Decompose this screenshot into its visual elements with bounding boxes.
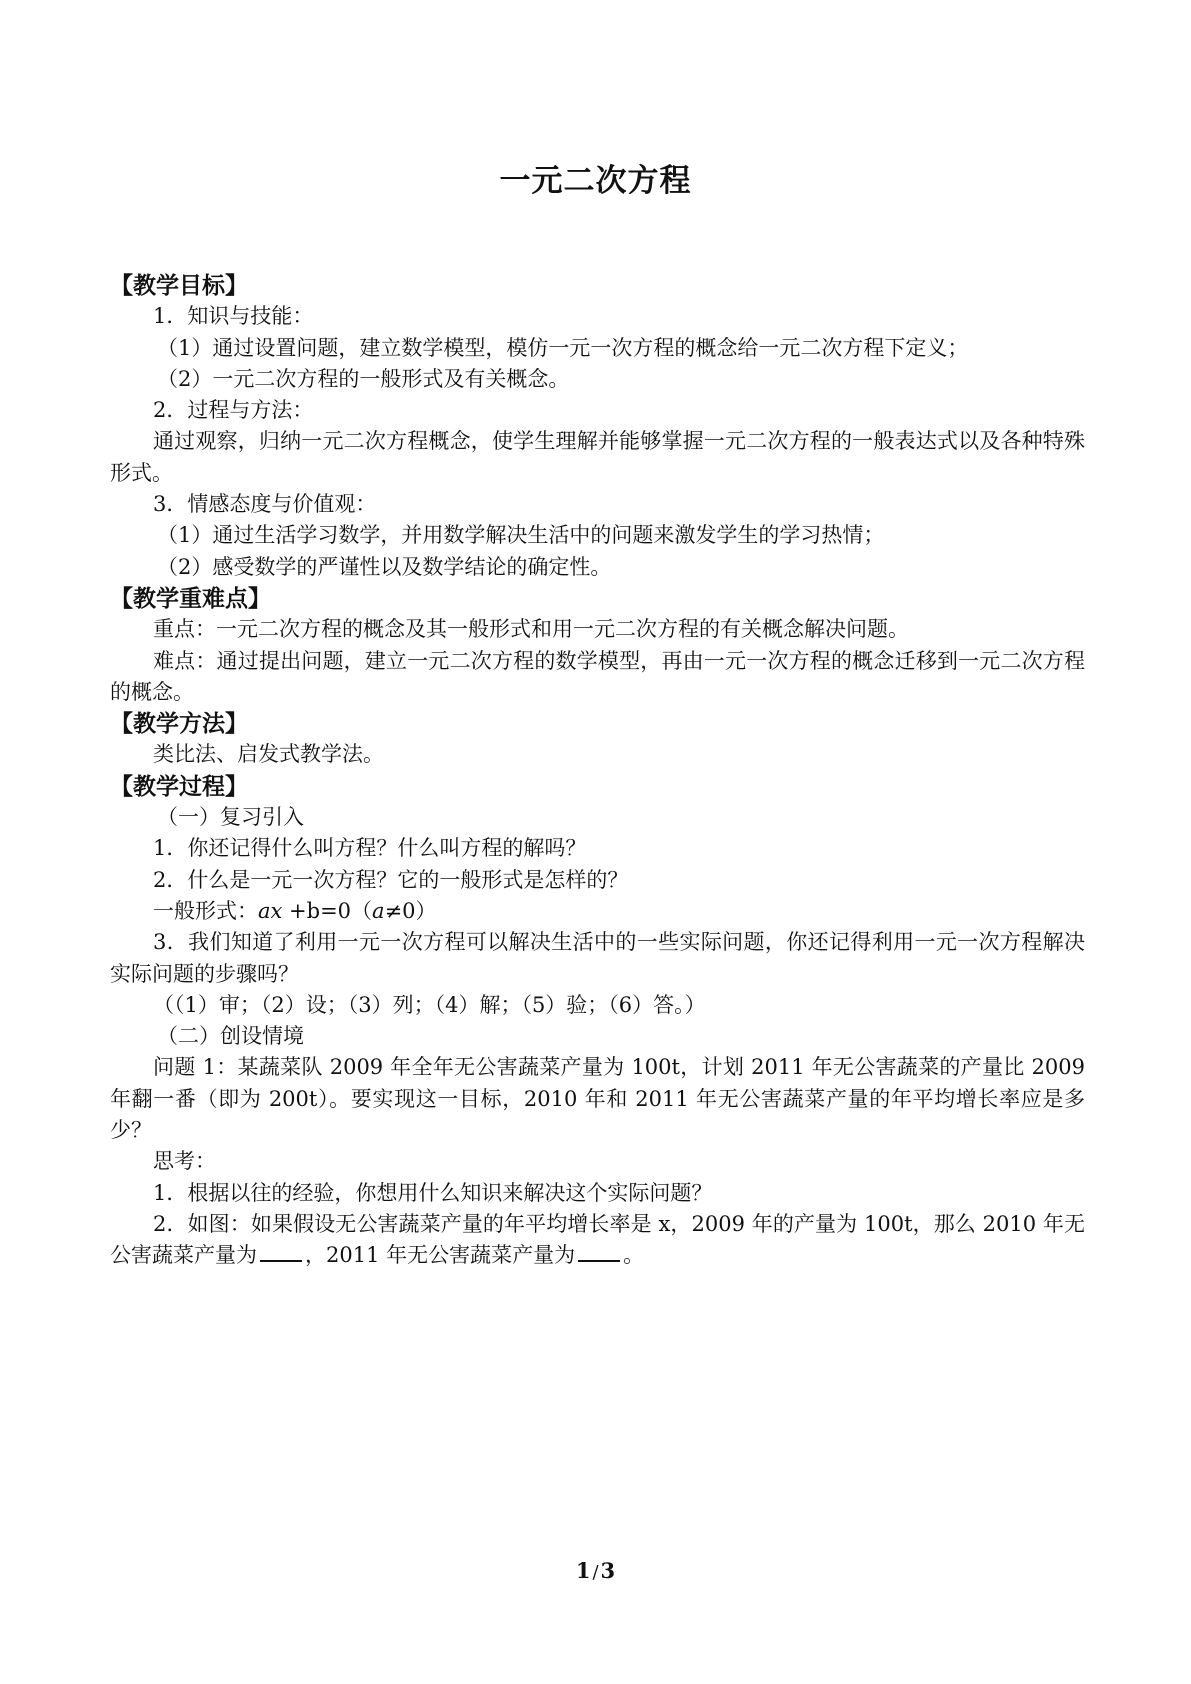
process-q1: 1．你还记得什么叫方程？什么叫方程的解吗？	[153, 836, 587, 861]
goal-knowledge-1: （1）通过设置问题，建立数学模型，模仿一元一次方程的概念给一元二次方程下定义；	[157, 335, 969, 360]
process-part1: （一）复习引入	[157, 805, 304, 830]
section-heading-methods: 【教学方法】	[110, 710, 248, 738]
page-number: 1 /3	[575, 1558, 616, 1583]
goal-emotion-2: （2）感受数学的严谨性以及数学结论的确定性。	[157, 554, 612, 579]
page-title: 一元二次方程	[499, 163, 692, 199]
goal-knowledge-2: （2）一元二次方程的一般形式及有关概念。	[157, 366, 570, 391]
process-part2: （二）创设情境	[157, 1024, 304, 1049]
problem-1: 问题 1：某蔬菜队 2009 年全年无公害蔬菜产量为 100t，计划 2011 年无公害蔬菜的产量比 2009 年翻一番（即为 200t）。要实现这一目标，2010 年和 2011 年无公害蔬菜产量的年平均增长率应是多少？	[110, 1055, 1085, 1143]
section-heading-key-points: 【教学重难点】	[110, 584, 271, 612]
goal-knowledge: 1．知识与技能：	[153, 304, 314, 329]
answer-blank-2010	[260, 1242, 302, 1262]
think-2: 2．如图：如果假设无公害蔬菜产量的年平均增长率是 x，2009 年的产量为 100t，那么 2010 年无公害蔬菜产量为 ，2011 年无公害蔬菜产量为 。	[110, 1211, 1085, 1268]
answer-blank-2011	[578, 1242, 620, 1262]
document-body	[110, 270, 1085, 1272]
process-q2: 2．什么是一元一次方程？它的一般形式是怎样的？	[153, 867, 629, 892]
methods-text: 类比法、启发式教学法。	[153, 742, 384, 767]
goal-emotion: 3．情感态度与价值观：	[153, 492, 377, 517]
key-point: 重点：一元二次方程的概念及其一般形式和用一元二次方程的有关概念解决问题。	[153, 617, 909, 642]
section-heading-goals: 【教学目标】	[110, 272, 248, 299]
think-1: 1．根据以往的经验，你想用什么知识来解决这个实际问题？	[153, 1180, 713, 1205]
goal-emotion-1: （1）通过生活学习数学，并用数学解决生活中的问题来激发学生的学习热情；	[157, 523, 885, 548]
goal-process: 2．过程与方法：	[153, 398, 314, 423]
process-q3: 3．我们知道了利用一元一次方程可以解决生活中的一些实际问题，你还记得利用一元一次方程解决实际问题的步骤吗？	[110, 930, 1085, 986]
section-heading-process: 【教学过程】	[110, 772, 248, 800]
goal-process-text: 通过观察，归纳一元二次方程概念，使学生理解并能够掌握一元二次方程的一般表达式以及各种特殊形式。	[110, 429, 1085, 485]
think-label: 思考：	[153, 1149, 216, 1174]
difficult-point: 难点：通过提出问题，建立一元二次方程的数学模型，再由一元一次方程的概念迁移到一元二次方程的概念。	[110, 648, 1085, 704]
general-form: 一般形式：ax +b=0（a≠0）	[153, 898, 437, 923]
process-steps: （（1）审；（2）设；（3）列；（4）解；（5）验；（6）答。）	[153, 992, 706, 1017]
